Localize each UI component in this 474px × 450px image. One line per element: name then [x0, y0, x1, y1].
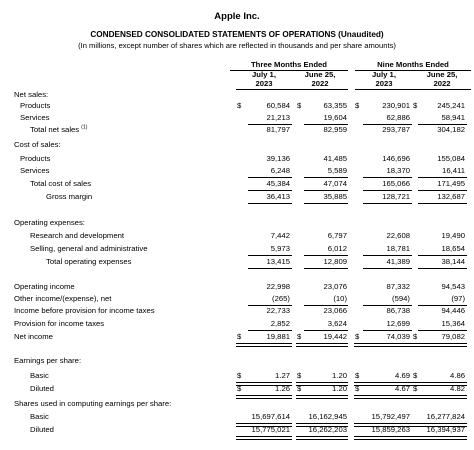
- cell-value: 81,797: [266, 125, 290, 134]
- cell-value: 41,389: [386, 257, 410, 266]
- cell-value: 58,941: [441, 113, 465, 122]
- cell-value: 94,446: [441, 306, 465, 315]
- company-name: Apple Inc.: [214, 11, 260, 22]
- subtotal-rule: [418, 177, 467, 178]
- dollar-sign: $: [237, 101, 242, 110]
- cell-value: (97): [451, 294, 465, 303]
- total-double-rule: [412, 395, 467, 399]
- cell-value: 16,394,937: [426, 425, 465, 434]
- cell-value: 15,859,263: [371, 425, 410, 434]
- subtotal-rule: [363, 203, 412, 204]
- cell-value: 16,262,203: [308, 425, 347, 434]
- total-double-rule: [236, 436, 292, 440]
- subtotal-rule: [248, 330, 292, 331]
- dollar-sign: $: [413, 371, 418, 380]
- cell-value: 16,277,824: [426, 412, 465, 421]
- cell-value: 4.86: [450, 371, 465, 380]
- section-label: Cost of sales:: [14, 140, 61, 149]
- subtotal-rule: [304, 203, 348, 204]
- cell-value: 155,084: [437, 154, 465, 163]
- cell-value: 35,885: [323, 192, 347, 201]
- row-label: [30, 125, 87, 135]
- row-label: Basic: [30, 371, 49, 380]
- dollar-sign: $: [297, 101, 302, 110]
- subtotal-rule: [418, 268, 467, 269]
- cell-value: 41,485: [323, 154, 347, 163]
- dollar-sign: $: [355, 332, 360, 341]
- cell-value: 45,384: [266, 179, 290, 188]
- cell-value: 62,886: [386, 113, 410, 122]
- row-label: Research and development: [30, 231, 125, 240]
- cell-value: 15,792,497: [371, 412, 410, 421]
- subtotal-rule: [418, 190, 467, 191]
- dollar-sign: $: [355, 371, 360, 380]
- dollar-sign: $: [237, 384, 242, 393]
- cell-value: 19,442: [323, 332, 347, 341]
- cell-value: 94,543: [441, 282, 465, 291]
- col1-year: 2023: [255, 79, 273, 88]
- cell-value: 82,959: [323, 125, 347, 134]
- total-double-rule: [354, 343, 412, 347]
- dollar-sign: $: [297, 332, 302, 341]
- cell-value: 87,332: [386, 282, 410, 291]
- cell-value: 5,589: [327, 166, 347, 175]
- subtotal-rule: [304, 190, 348, 191]
- total-double-rule: [412, 343, 467, 347]
- col3-year: 2023: [375, 79, 393, 88]
- subtotal-rule: [363, 177, 412, 178]
- cell-value: 293,787: [382, 125, 410, 134]
- cell-value: 47,074: [323, 179, 347, 188]
- cell-value: 19,490: [441, 231, 465, 240]
- statement-title: CONDENSED CONSOLIDATED STATEMENTS OF OPERATIONS (Unaudited): [90, 30, 384, 39]
- cell-value: 16,411: [442, 166, 465, 175]
- cell-value: (265): [272, 294, 290, 303]
- subtotal-rule: [304, 255, 348, 256]
- subtotal-rule: [363, 330, 412, 331]
- cell-value: 15,364: [441, 319, 465, 328]
- row-label: Products: [20, 154, 51, 163]
- subtotal-rule: [248, 190, 292, 191]
- three-months-header: Three Months Ended: [250, 60, 328, 69]
- row-label: Operating income: [14, 282, 75, 291]
- total-net-sales-label: Total net sales: [30, 125, 80, 134]
- cell-value: 39,136: [266, 154, 290, 163]
- total-double-rule: [296, 343, 348, 347]
- cell-value: (594): [392, 294, 410, 303]
- row-label: Services: [20, 113, 50, 122]
- section-label: Operating expenses:: [14, 218, 85, 227]
- row-label: Products: [20, 101, 51, 110]
- total-double-rule: [354, 436, 412, 440]
- cell-value: 1.20: [332, 384, 347, 393]
- dollar-sign: $: [237, 371, 242, 380]
- subtotal-rule: [304, 177, 348, 178]
- col1-date: July 1,: [252, 70, 276, 79]
- subtotal-rule: [363, 190, 412, 191]
- cell-value: 18,654: [441, 244, 465, 253]
- dollar-sign: $: [237, 332, 242, 341]
- dollar-sign: $: [355, 384, 360, 393]
- cell-value: 12,809: [323, 257, 347, 266]
- row-label: Services: [20, 166, 50, 175]
- cell-value: 4.69: [395, 371, 410, 380]
- cell-value: 165,066: [382, 179, 410, 188]
- subtotal-rule: [248, 203, 292, 204]
- row-label: Total cost of sales: [30, 179, 92, 188]
- cell-value: 1.20: [332, 371, 347, 380]
- footnote-marker: (1): [81, 124, 88, 131]
- total-double-rule: [296, 436, 348, 440]
- cell-value: 6,012: [327, 244, 347, 253]
- row-label: Other income/(expense), net: [14, 294, 112, 303]
- row-label: Income before provision for income taxes: [14, 306, 155, 315]
- cell-value: 86,738: [386, 306, 410, 315]
- col4-year: 2022: [433, 79, 451, 88]
- cell-value: 5,973: [270, 244, 290, 253]
- total-double-rule: [354, 395, 412, 399]
- dollar-sign: $: [355, 101, 360, 110]
- row-label: Diluted: [30, 384, 54, 393]
- cell-value: 6,797: [327, 231, 347, 240]
- cell-value: 22,608: [386, 231, 410, 240]
- header-rule: [236, 89, 348, 90]
- dollar-sign: $: [413, 384, 418, 393]
- subtotal-rule: [363, 255, 412, 256]
- dollar-sign: $: [413, 332, 418, 341]
- cell-value: 12,699: [386, 319, 410, 328]
- subtotal-rule: [248, 255, 292, 256]
- cell-value: 146,696: [382, 154, 410, 163]
- row-label: Basic: [30, 412, 49, 421]
- cell-value: 245,241: [437, 101, 465, 110]
- subtotal-rule: [248, 268, 292, 269]
- cell-value: (10): [333, 294, 347, 303]
- statement-subtitle: (In millions, except number of shares which are reflected in thousands and per share amounts): [78, 41, 396, 50]
- row-label: Diluted: [30, 425, 54, 434]
- cell-value: 6,248: [270, 166, 290, 175]
- cell-value: 18,781: [386, 244, 410, 253]
- row-label: Selling, general and administrative: [30, 244, 148, 253]
- cell-value: 1.26: [275, 384, 290, 393]
- subtotal-rule: [363, 268, 412, 269]
- total-double-rule: [412, 436, 467, 440]
- cell-value: 15,697,614: [251, 412, 290, 421]
- cell-value: 19,881: [266, 332, 290, 341]
- cell-value: 15,775,021: [251, 425, 290, 434]
- cell-value: 18,370: [386, 166, 410, 175]
- section-label: Net sales:: [14, 90, 49, 99]
- cell-value: 22,733: [266, 306, 290, 315]
- cell-value: 23,076: [323, 282, 347, 291]
- nine-months-header: Nine Months Ended: [377, 60, 449, 69]
- cell-value: 21,213: [266, 113, 290, 122]
- total-double-rule: [236, 343, 292, 347]
- cell-value: 23,066: [323, 306, 347, 315]
- dollar-sign: $: [413, 101, 418, 110]
- row-label: Total operating expenses: [46, 257, 132, 266]
- row-label: Provision for income taxes: [14, 319, 105, 328]
- section-label: Earnings per share:: [14, 356, 82, 365]
- row-label: Net income: [14, 332, 53, 341]
- subtotal-rule: [418, 330, 467, 331]
- cell-value: 230,901: [382, 101, 410, 110]
- cell-value: 1.27: [275, 371, 290, 380]
- cell-value: 38,144: [441, 257, 465, 266]
- total-double-rule: [236, 395, 292, 399]
- cell-value: 63,355: [323, 101, 347, 110]
- subtotal-rule: [304, 330, 348, 331]
- cell-value: 60,584: [266, 101, 290, 110]
- row-label: Gross margin: [46, 192, 93, 201]
- cell-value: 4.82: [450, 384, 465, 393]
- subtotal-rule: [304, 268, 348, 269]
- cell-value: 304,182: [437, 125, 465, 134]
- cell-value: 16,162,945: [308, 412, 347, 421]
- cell-value: 79,082: [441, 332, 465, 341]
- header-rule: [355, 89, 471, 90]
- cell-value: 132,687: [437, 192, 465, 201]
- cell-value: 13,415: [266, 257, 290, 266]
- subtotal-rule: [418, 203, 467, 204]
- col2-date: June 25,: [304, 70, 336, 79]
- cell-value: 74,039: [386, 332, 410, 341]
- dollar-sign: $: [297, 371, 302, 380]
- cell-value: 128,721: [382, 192, 410, 201]
- cell-value: 171,495: [437, 179, 465, 188]
- cell-value: 22,998: [266, 282, 290, 291]
- cell-value: 4.67: [395, 384, 410, 393]
- dollar-sign: $: [297, 384, 302, 393]
- col4-date: June 25,: [426, 70, 458, 79]
- cell-value: 3,624: [327, 319, 347, 328]
- col3-date: July 1,: [372, 70, 396, 79]
- total-double-rule: [296, 395, 348, 399]
- subtotal-rule: [418, 255, 467, 256]
- section-label: Shares used in computing earnings per share:: [14, 399, 172, 408]
- subtotal-rule: [248, 177, 292, 178]
- col2-year: 2022: [311, 79, 329, 88]
- cell-value: 7,442: [270, 231, 290, 240]
- cell-value: 19,604: [323, 113, 347, 122]
- cell-value: 2,852: [270, 319, 290, 328]
- cell-value: 36,413: [266, 192, 290, 201]
